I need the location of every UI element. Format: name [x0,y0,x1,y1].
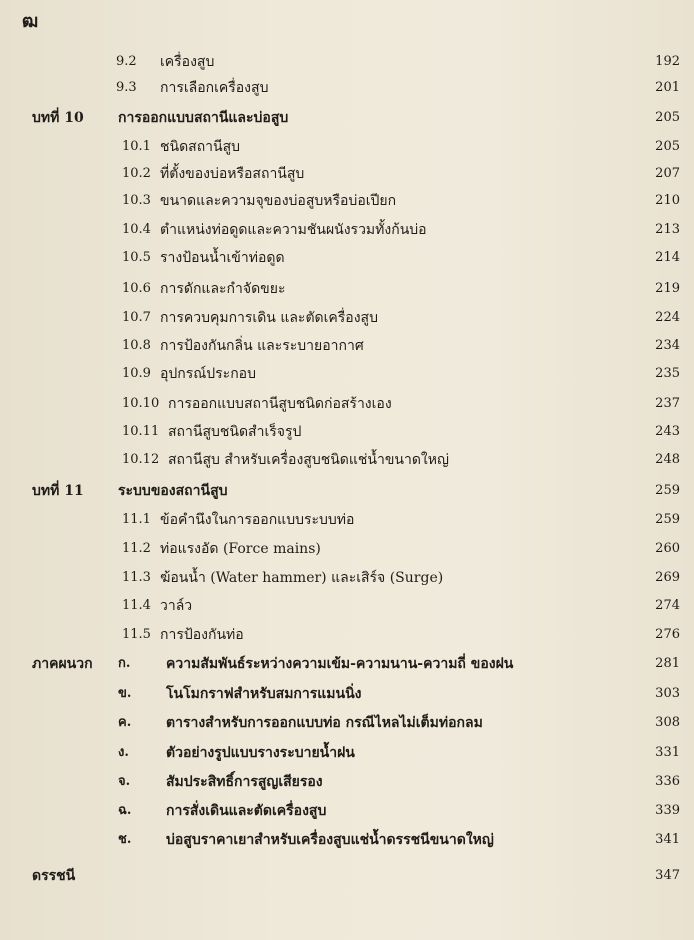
section-number: 11.1 [122,512,151,527]
section-number: 10.7 [122,310,151,325]
page-number: 237 [655,396,680,411]
section-title: ท่อแรงอัด (Force mains) [160,541,321,557]
appendix-title: สัมประสิทธิ์การสูญเสียรอง [166,774,323,790]
page-number: 207 [655,166,680,181]
section-title: สถานีสูบชนิดสำเร็จรูป [168,424,302,440]
page-number: 259 [655,483,680,498]
toc-entry[interactable] [0,275,694,303]
toc-entry[interactable] [0,535,694,563]
appendix-title: บ่อสูบราคาเยาสำหรับเครื่องสูบแช่น้ำดรรชนีขนาดใหญ่ [166,832,494,848]
page-number: 331 [655,745,680,760]
section-title: การดักและกำจัดขยะ [160,281,286,297]
page-number: 276 [655,627,680,642]
page-number: 210 [655,193,680,208]
appendix-letter: จ. [118,774,131,789]
section-number: 11.3 [122,570,151,585]
section-number: 11.2 [122,541,151,556]
toc-entry[interactable] [0,862,694,890]
toc-entry[interactable] [0,304,694,332]
page-number: 205 [655,139,680,154]
section-title: การควบคุมการเดิน และตัดเครื่องสูบ [160,310,378,326]
section-title: การป้องกันท่อ [160,627,244,643]
toc-entry[interactable] [0,739,694,767]
section-title: ขนาดและความจุของบ่อสูบหรือบ่อเปียก [160,193,397,209]
page-number: 341 [655,832,680,847]
page-number: 347 [655,868,680,883]
toc-entry[interactable] [0,826,694,854]
page-number: 214 [655,250,680,265]
page-label: ฒ [22,11,39,32]
page-number: 308 [655,715,680,730]
section-number: 10.11 [122,424,160,439]
section-title: การออกแบบสถานีสูบชนิดก่อสร้างเอง [168,396,392,412]
toc-entry[interactable] [0,332,694,360]
toc-entry[interactable] [0,160,694,188]
page-number: 192 [655,54,680,69]
index-label: ดรรชนี [32,868,76,884]
section-number: 10.10 [122,396,160,411]
page-number: 274 [655,598,680,613]
appendix-letter: ง. [118,745,129,760]
appendix-title: ตัวอย่างรูปแบบรางระบายน้ำฝน [166,745,355,761]
section-number: 10.3 [122,193,151,208]
toc-entry[interactable] [0,768,694,796]
appendix-title: ความสัมพันธ์ระหว่างความเข้ม-ความนาน-ความถี่ ของฝน [166,656,514,672]
toc-entry[interactable] [0,390,694,418]
section-number: 10.9 [122,366,151,381]
page-number: 224 [655,310,680,325]
toc-entry[interactable] [0,477,694,505]
section-number: 10.5 [122,250,151,265]
toc-entry[interactable] [0,133,694,161]
page-number: 339 [655,803,680,818]
page-number: 260 [655,541,680,556]
toc-entry[interactable] [0,446,694,474]
section-title: อุปกรณ์ประกอบ [160,366,256,382]
section-number: 10.6 [122,281,151,296]
appendix-letter: ข. [118,686,132,701]
chapter-title: การออกแบบสถานีและบ่อสูบ [118,110,289,126]
toc-entry[interactable] [0,592,694,620]
page-number: 336 [655,774,680,789]
section-number: 10.2 [122,166,151,181]
chapter-number: บทที่ 11 [32,483,84,499]
section-number: 11.5 [122,627,151,642]
section-title: รางป้อนน้ำเข้าท่อดูด [160,250,285,266]
toc-entry[interactable] [0,360,694,388]
appendix-letter: ก. [118,656,131,671]
section-title: เครื่องสูบ [160,54,215,70]
section-number: 10.4 [122,222,151,237]
section-number: 10.12 [122,452,160,467]
page-number: 235 [655,366,680,381]
appendix-label: ภาคผนวก [32,656,93,672]
section-title: สถานีสูบ สำหรับเครื่องสูบชนิดแช่น้ำขนาดใหญ่ [168,452,449,468]
appendix-title: โนโมกราฟสำหรับสมการแมนนิ่ง [166,686,362,702]
page-number: 213 [655,222,680,237]
appendix-letter: ค. [118,715,132,730]
section-title: ตำแหน่งท่อดูดและความชันผนังรวมทั้งก้นบ่อ [160,222,427,238]
appendix-title: ตารางสำหรับการออกแบบท่อ กรณีไหลไม่เต็มท่อกลม [166,715,483,731]
section-number: 9.2 [116,54,137,69]
page-number: 234 [655,338,680,353]
chapter-number: บทที่ 10 [32,110,84,126]
page-number: 269 [655,570,680,585]
toc-entry[interactable] [0,506,694,534]
page-number: 219 [655,281,680,296]
toc-entry[interactable] [0,216,694,244]
section-title: การป้องกันกลิ่น และระบายอากาศ [160,338,364,354]
section-number: 11.4 [122,598,151,613]
appendix-title: การสั่งเดินและตัดเครื่องสูบ [166,803,327,819]
section-title: ที่ตั้งของบ่อหรือสถานีสูบ [160,166,305,182]
page-number: 281 [655,656,680,671]
section-number: 10.8 [122,338,151,353]
page-number: 303 [655,686,680,701]
page-number: 201 [655,80,680,95]
section-title: ข้อคำนึงในการออกแบบระบบท่อ [160,512,355,528]
toc-entry[interactable] [0,797,694,825]
toc-entry[interactable] [0,650,694,678]
section-number: 9.3 [116,80,137,95]
section-title: ฆ้อนน้ำ (Water hammer) และเสิร์จ (Surge) [160,570,444,586]
section-title: ชนิดสถานีสูบ [160,139,241,155]
page-number: 259 [655,512,680,527]
toc-entry[interactable] [0,104,694,132]
page-number: 243 [655,424,680,439]
appendix-letter: ฉ. [118,803,132,818]
section-number: 10.1 [122,139,151,154]
chapter-title: ระบบของสถานีสูบ [118,483,228,499]
toc-entry[interactable] [0,48,694,76]
toc-entry[interactable] [0,187,694,215]
toc-entry[interactable] [0,74,694,102]
section-title: วาล์ว [160,598,193,614]
page-number: 205 [655,110,680,125]
toc-entry[interactable] [0,244,694,272]
toc-entry[interactable] [0,621,694,649]
toc-entry[interactable] [0,680,694,708]
toc-entry[interactable] [0,418,694,446]
appendix-letter: ช. [118,832,132,847]
section-title: การเลือกเครื่องสูบ [160,80,269,96]
toc-entry[interactable] [0,564,694,592]
toc-entry[interactable] [0,709,694,737]
page-number: 248 [655,452,680,467]
